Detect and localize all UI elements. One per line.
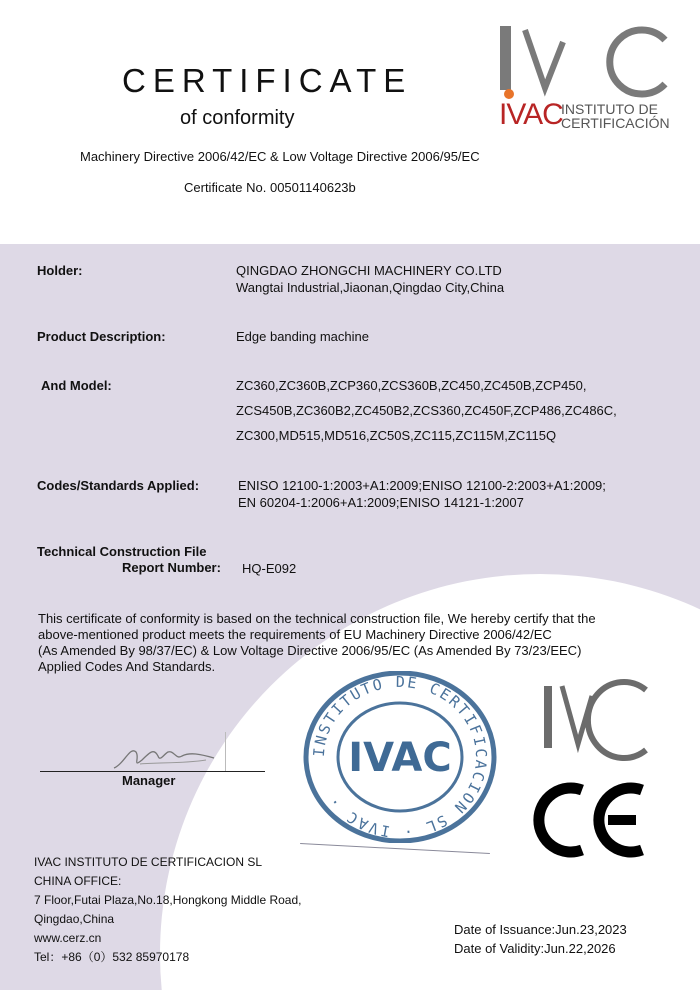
footer-line: IVAC INSTITUTO DE CERTIFICACION SL [34,855,263,869]
certification-statement [38,611,596,675]
issuer-address-block [34,853,302,967]
codes-value [238,477,606,511]
model-line: ZC360,ZC360B,ZCP360,ZCS360B,ZC450,ZC450B,ZCP450, [236,378,587,393]
holder-address: Wangtai Industrial,Jiaonan,Qingdao City,China [236,280,505,295]
holder-value [236,262,504,296]
product-value: Edge banding machine [236,329,369,344]
model-value [236,373,617,448]
ce-mark-icon [530,780,650,865]
codes-line: EN 60204-1:2006+A1:2009;ENISO 14121-1:2007 [238,495,524,510]
model-line: ZCS450B,ZC360B2,ZC450B2,ZCS360,ZC450F,ZCP486,ZC486C, [236,403,617,418]
logo-line1: INSTITUTO DE [561,101,658,117]
logo-institute-text [561,102,670,130]
stamp-ring-text: INSTITUTO DE CERTIFICACION SL · IVAC · [309,672,491,842]
signature-line [40,771,265,772]
report-number-label: Report Number: [122,560,221,575]
logo-ivac-text: IVAC [499,98,563,131]
model-label: And Model: [41,378,112,393]
signature-divider [225,732,226,772]
certificate-number: Certificate No. 00501140623b [184,180,356,195]
statement-line: This certificate of conformity is based on the technical construction file, We hereby certify that the [38,611,596,626]
holder-name: QINGDAO ZHONGCHI MACHINERY CO.LTD [236,263,502,278]
ivc-logo-mark-icon [540,672,652,767]
date-of-issuance: Date of Issuance:Jun.23,2023 [454,922,627,937]
tcf-label: Technical Construction File [37,544,207,559]
model-line: ZC300,MD515,MD516,ZC50S,ZC115,ZC115M,ZC115Q [236,428,557,443]
footer-line: Qingdao,China [34,912,115,926]
statement-line: (As Amended By 98/37/EC) & Low Voltage Directive 2006/95/EC (As Amended By 73/23/EEC) [38,643,582,658]
report-number-value: HQ-E092 [242,561,297,576]
footer-line: www.cerz.cn [34,931,102,945]
logo-line2: CERTIFICACIÓN [561,115,670,131]
ivac-stamp [302,671,498,848]
stamp-center-text: IVAC [348,735,452,781]
holder-label: Holder: [37,263,83,278]
product-label: Product Description: [37,329,166,344]
manager-label: Manager [122,773,176,788]
codes-line: ENISO 12100-1:2003+A1:2009;ENISO 12100-2:2003+A1:2009; [238,478,606,493]
directive-line: Machinery Directive 2006/42/EC & Low Voltage Directive 2006/95/EC [80,149,480,164]
certificate-subtitle: of conformity [180,107,295,129]
footer-line: Tel：+86（0）532 85970178 [34,950,190,964]
statement-line: above-mentioned product meets the requirements of EU Machinery Directive 2006/42/EC [38,627,552,642]
footer-line: 7 Floor,Futai Plaza,No.18,Hongkong Middle Road, [34,893,302,907]
certificate-title: CERTIFICATE [122,62,413,99]
ivc-logo-mark-icon [497,22,675,102]
footer-line: CHINA OFFICE: [34,874,122,888]
statement-line: Applied Codes And Standards. [38,659,216,674]
dates-block [454,920,627,958]
date-of-validity: Date of Validity:Jun.22,2026 [454,941,616,956]
codes-label: Codes/Standards Applied: [37,478,200,493]
